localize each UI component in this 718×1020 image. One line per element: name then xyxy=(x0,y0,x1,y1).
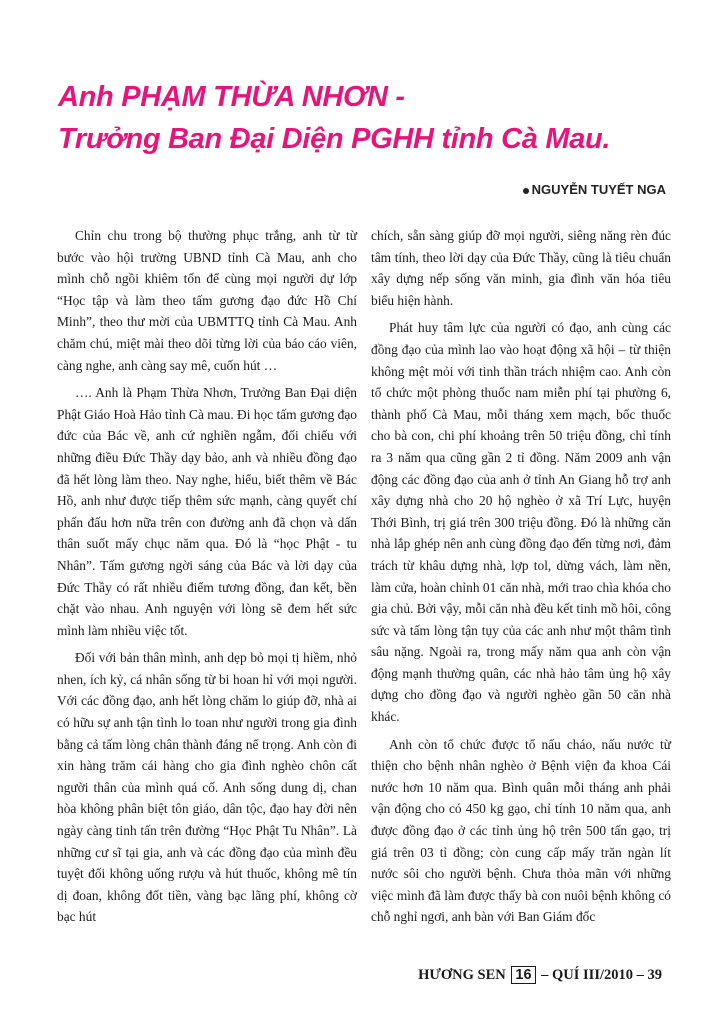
author-byline xyxy=(523,182,666,197)
title-line-1: Anh PHẠM THỪA NHƠN - xyxy=(58,81,405,113)
paragraph: Đối với bản thân mình, anh dẹp bỏ mọi tị hiềm, nhỏ nhen, ích kỷ, cá nhân sống từ bi hoan hỉ với mọi người. Với các đồng đạo, anh hết lòng chăm lo giúp đỡ, nhà ai có hữu sự anh tận tình lo toan như người trong gia đình bằng cả tấm lòng chân thành đáng nể trọng. Anh còn đi xin hàng trăm cái hàng cho gia đình nghèo chôn cất người thân của mình quá cố. Anh sống dung dị, chan hòa không phân biệt tôn giáo, dân tộc, đạo hay đời nên ngày càng tinh tấn trên đường “Học Phật Tu Nhân”. Là những cư sĩ tại gia, anh và các đồng đạo của mình đều tuyệt đối không uống rượu và hút thuốc, không mê tín dị đoan, không đốt tiền, vàng bạc lãng phí, không cờ bạc hút xyxy=(57,650,357,925)
issue-info: – QUÍ III/2010 – 39 xyxy=(541,967,662,983)
paragraph: …. Anh là Phạm Thừa Nhơn, Trưởng Ban Đại diện Phật Giáo Hoà Hảo tỉnh Cà mau. Đi học tấm gương đạo đức của Bác về, anh cứ nghiền ngẫm, đối chiếu với những điều Đức Thầy dạy bảo, anh và nhiều đồng đạo đã hết lòng làm theo. Nay nghe, hiểu, biết thêm về Bác Hồ, anh như được tiếp thêm sức mạnh, càng quyết chí phấn đấu hơn nữa trên con đường anh đã chọn và dấn thân suốt mấy chục năm qua. Đó là “học Phật - tu Nhân”. Tấm gương ngời sáng của Bác và lời dạy của Đức Thầy có rất nhiều điểm tương đồng, đan kết, bền chặt vào nhau. Anh nguyện với lòng sẽ đem hết sức mình làm nhiều việc tốt. xyxy=(57,385,357,638)
article-title xyxy=(58,76,698,160)
paragraph: chích, sẵn sàng giúp đỡ mọi người, siêng năng rèn đúc tâm tính, theo lời dạy của Đức Thầy, cũng là tiêu chuẩn xây dựng nếp sống văn minh, gia đình văn hóa tiêu biểu hiện hành. xyxy=(371,228,671,308)
paragraph: Phát huy tâm lực của người có đạo, anh cùng các đồng đạo của mình lao vào hoạt động xã hội – từ thiện không mệt mỏi với tinh thần trách nhiệm cao. Anh còn tổ chức một phòng thuốc nam miễn phí tại phường 6, thành phố Cà Mau, mỗi tháng xem mạch, bốc thuốc cho bà con, chi phí khoảng trên 50 triệu đồng, chỉ tính ra 3 năm qua cũng gần 2 tỉ đồng. Năm 2009 anh vận động các đồng đạo của anh ở tỉnh An Giang hỗ trợ anh xây dựng nhà cho 20 hộ nghèo ở xã Trí Lực, huyện Thới Bình, trị giá trên 300 triệu đồng. Đó là những căn nhà lắp ghép nên anh cùng đồng đạo đến từng nơi, đảm trách từ khâu dựng nhà, lợp tol, dừng vách, làm nền, làm cửa, hoàn chỉnh 01 căn nhà, mới trao chìa khóa cho gia chủ. Bởi vậy, mỗi căn nhà đều kết tinh mồ hôi, công sức và tấm lòng tận tụy của các anh như một thâm tình sâu nặng. Ngoài ra, trong mấy năm qua anh còn vận động mạnh thường quân, các nhà hảo tâm ủng hộ xây dựng cho đồng đạo và người nghèo gần 50 căn nhà khác. xyxy=(371,320,671,725)
bullet-icon xyxy=(523,188,529,194)
right-column xyxy=(371,225,671,934)
page-footer xyxy=(418,966,662,984)
title-line-2: Trưởng Ban Đại Diện PGHH tỉnh Cà Mau. xyxy=(58,123,611,155)
magazine-name: HƯƠNG SEN xyxy=(418,967,506,983)
issue-number-box: 16 xyxy=(511,966,535,984)
author-name: NGUYỄN TUYẾT NGA xyxy=(531,182,666,197)
paragraph: Chỉn chu trong bộ thường phục trắng, anh từ từ bước vào hội trường UBND tỉnh Cà Mau, anh cho mình chỗ ngồi khiêm tốn để cùng mọi người dự lớp “Học tập và làm theo tấm gương đạo đức Hồ Chí Minh”, theo thư mời của UBMTTQ tỉnh Cà Mau. Anh chăm chú, miệt mài theo dõi từng lời của báo cáo viên, càng nghe, anh càng say mê, cuốn hút … xyxy=(57,228,357,373)
paragraph: Anh còn tổ chức được tổ nấu cháo, nấu nước từ thiện cho bệnh nhân nghèo ở Bệnh viện đa khoa Cái nước hơn 10 năm qua. Bình quân mỗi tháng anh phải vận động cho có 450 kg gạo, chỉ tính 10 năm qua, anh được đồng đạo ở các tỉnh ủng hộ trên 500 tấn gạo, trị giá trên 03 tỉ đồng; còn cung cấp mấy trăn ngàn lít nước sôi cho người bệnh. Chưa thỏa mãn với những việc mình đã làm được thấy bà con nuôi bệnh không có chỗ nghỉ ngơi, anh bàn với Ban Giám đốc xyxy=(371,736,671,925)
left-column xyxy=(57,225,357,934)
